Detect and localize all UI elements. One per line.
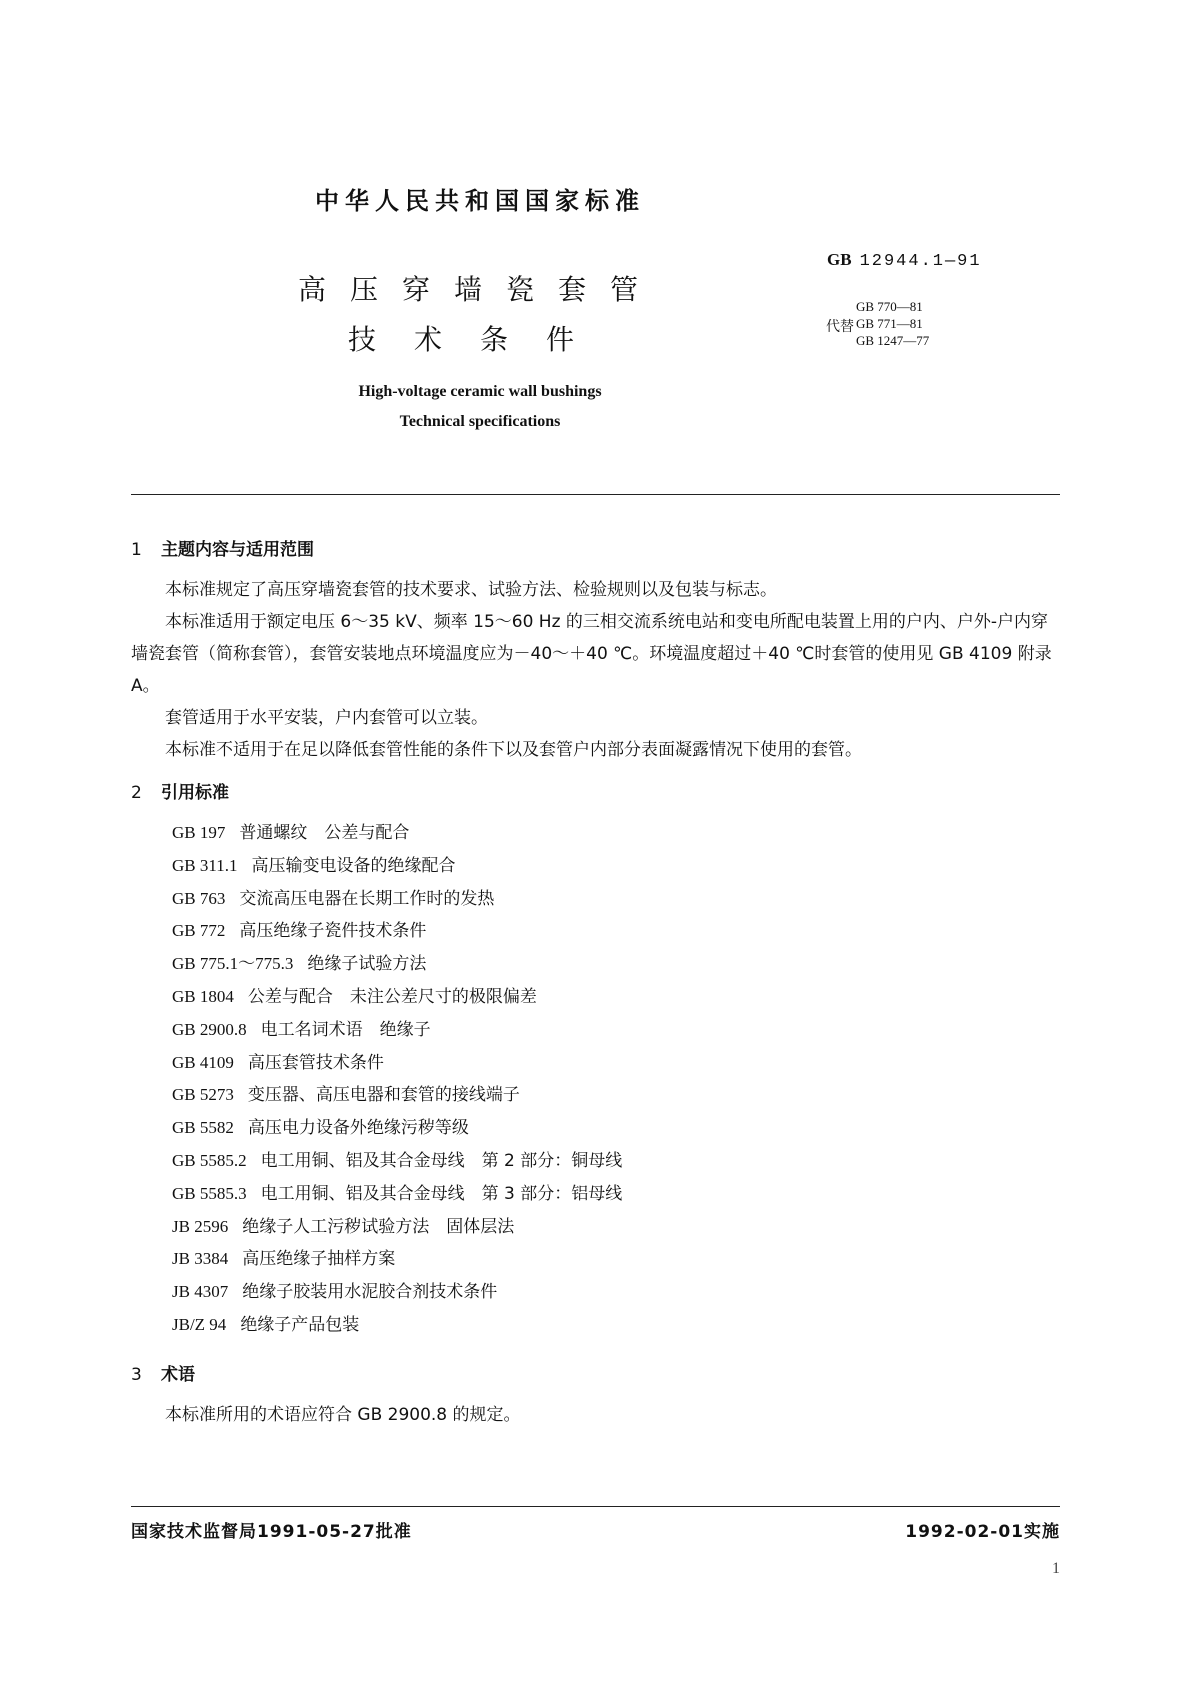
section-1-heading: [131, 535, 1060, 560]
section-3-paragraph: 本标准所用的术语应符合 GB 2900.8 的规定。: [165, 1404, 521, 1425]
reference-title: 变压器、高压电器和套管的接线端子: [247, 1085, 520, 1106]
reference-title: 电工名词术语 绝缘子: [260, 1019, 431, 1040]
section-3-heading: [131, 1360, 1060, 1385]
reference-code: JB 3384: [172, 1249, 229, 1269]
reference-item: [172, 1047, 1060, 1080]
reference-title: 电工用铜、铝及其合金母线 第 2 部分：铜母线: [260, 1150, 623, 1171]
reference-item: [172, 817, 1060, 850]
reference-item: [172, 1145, 1060, 1178]
section-1-paragraph: 本标准不适用于在足以降低套管性能的条件下以及套管户内部分表面凝露情况下使用的套管。: [165, 740, 862, 760]
section-1-paragraph: 本标准规定了高压穿墙瓷套管的技术要求、试验方法、检验规则以及包装与标志。: [165, 580, 777, 600]
reference-title: 高压输变电设备的绝缘配合: [251, 855, 456, 876]
document-body: [131, 535, 1060, 1431]
reference-title: 高压套管技术条件: [247, 1052, 384, 1073]
reference-code: JB 2596: [172, 1216, 229, 1236]
reference-code: GB 4109: [172, 1052, 234, 1072]
reference-item: [172, 915, 1060, 948]
section-number: 1: [131, 540, 142, 560]
reference-code: GB 5273: [172, 1085, 234, 1105]
reference-item: [172, 850, 1060, 883]
reference-item: [172, 1079, 1060, 1112]
reference-code: GB 311.1: [172, 855, 238, 875]
section-1-paragraph: 套管适用于水平安装，户内套管可以立装。: [165, 708, 488, 728]
section-title: 主题内容与适用范围: [161, 540, 314, 560]
reference-code: GB 2900.8: [172, 1019, 247, 1039]
reference-title: 绝缘子人工污秽试验方法 固体层法: [242, 1216, 515, 1237]
title-en-line1: High-voltage ceramic wall bushings: [358, 383, 602, 400]
reference-item: [172, 1112, 1060, 1145]
reference-title: 高压电力设备外绝缘污秽等级: [247, 1118, 469, 1139]
title-zh-line2: 技术条件: [347, 323, 612, 356]
section-2-heading: [131, 778, 1060, 803]
reference-item: [172, 948, 1060, 981]
section-title: 术语: [161, 1364, 195, 1385]
reference-code: JB 4307: [172, 1282, 229, 1302]
implementation-date: 1992-02-01实施: [905, 1522, 1060, 1542]
reference-title: 普通螺纹 公差与配合: [239, 823, 410, 843]
replaced-standard: GB 1247—77: [856, 333, 930, 348]
reference-item: [172, 1178, 1060, 1211]
reference-code: JB/Z 94: [172, 1314, 227, 1334]
reference-item: [172, 883, 1060, 916]
reference-title: 绝缘子胶装用水泥胶合剂技术条件: [242, 1282, 498, 1303]
footer-divider: [131, 1506, 1060, 1507]
standard-code-number: 12944.1—91: [859, 252, 982, 271]
reference-item: [172, 1276, 1060, 1309]
reference-code: GB 197: [172, 823, 226, 842]
reference-title: 高压绝缘子抽样方案: [242, 1249, 396, 1270]
reference-code: GB 775.1～775.3: [172, 954, 294, 974]
reference-item: [172, 1014, 1060, 1047]
header-divider: [131, 494, 1060, 495]
replaced-standard: GB 771—81: [856, 316, 923, 331]
section-number: 3: [131, 1364, 142, 1385]
reference-code: GB 772: [172, 921, 226, 941]
replaced-standard: GB 770—81: [856, 299, 923, 314]
reference-code: GB 763: [172, 888, 226, 908]
standard-code-prefix: GB: [827, 250, 852, 269]
reference-title: 绝缘子产品包装: [240, 1314, 360, 1335]
reference-code: GB 5585.3: [172, 1183, 247, 1203]
reference-item: [172, 981, 1060, 1014]
page-number: 1: [1052, 1560, 1060, 1577]
reference-title: 电工用铜、铝及其合金母线 第 3 部分：铝母线: [260, 1183, 623, 1204]
approval-statement: 国家技术监督局1991-05-27批准: [131, 1522, 412, 1542]
reference-code: GB 1804: [172, 986, 234, 1006]
replaces-label: 代替: [826, 319, 854, 335]
reference-code: GB 5582: [172, 1118, 234, 1138]
reference-title: 公差与配合 未注公差尺寸的极限偏差: [247, 986, 537, 1007]
title-zh-line1: 高压穿墙瓷套管: [297, 273, 662, 306]
reference-item: [172, 1309, 1060, 1342]
reference-list: [172, 817, 1060, 1342]
section-title: 引用标准: [161, 783, 229, 803]
national-standard-heading: 中华人民共和国国家标准: [315, 187, 645, 215]
section-1-paragraph: 本标准适用于额定电压 6～35 kV、频率 15～60 Hz 的三相交流系统电站和变电所配电装置上用的户内、户外-户内穿墙瓷套管（简称套管），套管安装地点环境温度应为－40～＋40 ℃。环境温度超过＋40 ℃时套管的使用见 GB 4109 附录 A。: [131, 612, 1052, 696]
reference-item: [172, 1211, 1060, 1244]
reference-title: 绝缘子试验方法: [307, 954, 427, 975]
title-en-line2: Technical specifications: [399, 413, 561, 430]
section-number: 2: [131, 783, 142, 803]
reference-title: 高压绝缘子瓷件技术条件: [239, 921, 427, 942]
reference-code: GB 5585.2: [172, 1150, 247, 1170]
reference-title: 交流高压电器在长期工作时的发热: [239, 888, 495, 909]
reference-item: [172, 1243, 1060, 1276]
